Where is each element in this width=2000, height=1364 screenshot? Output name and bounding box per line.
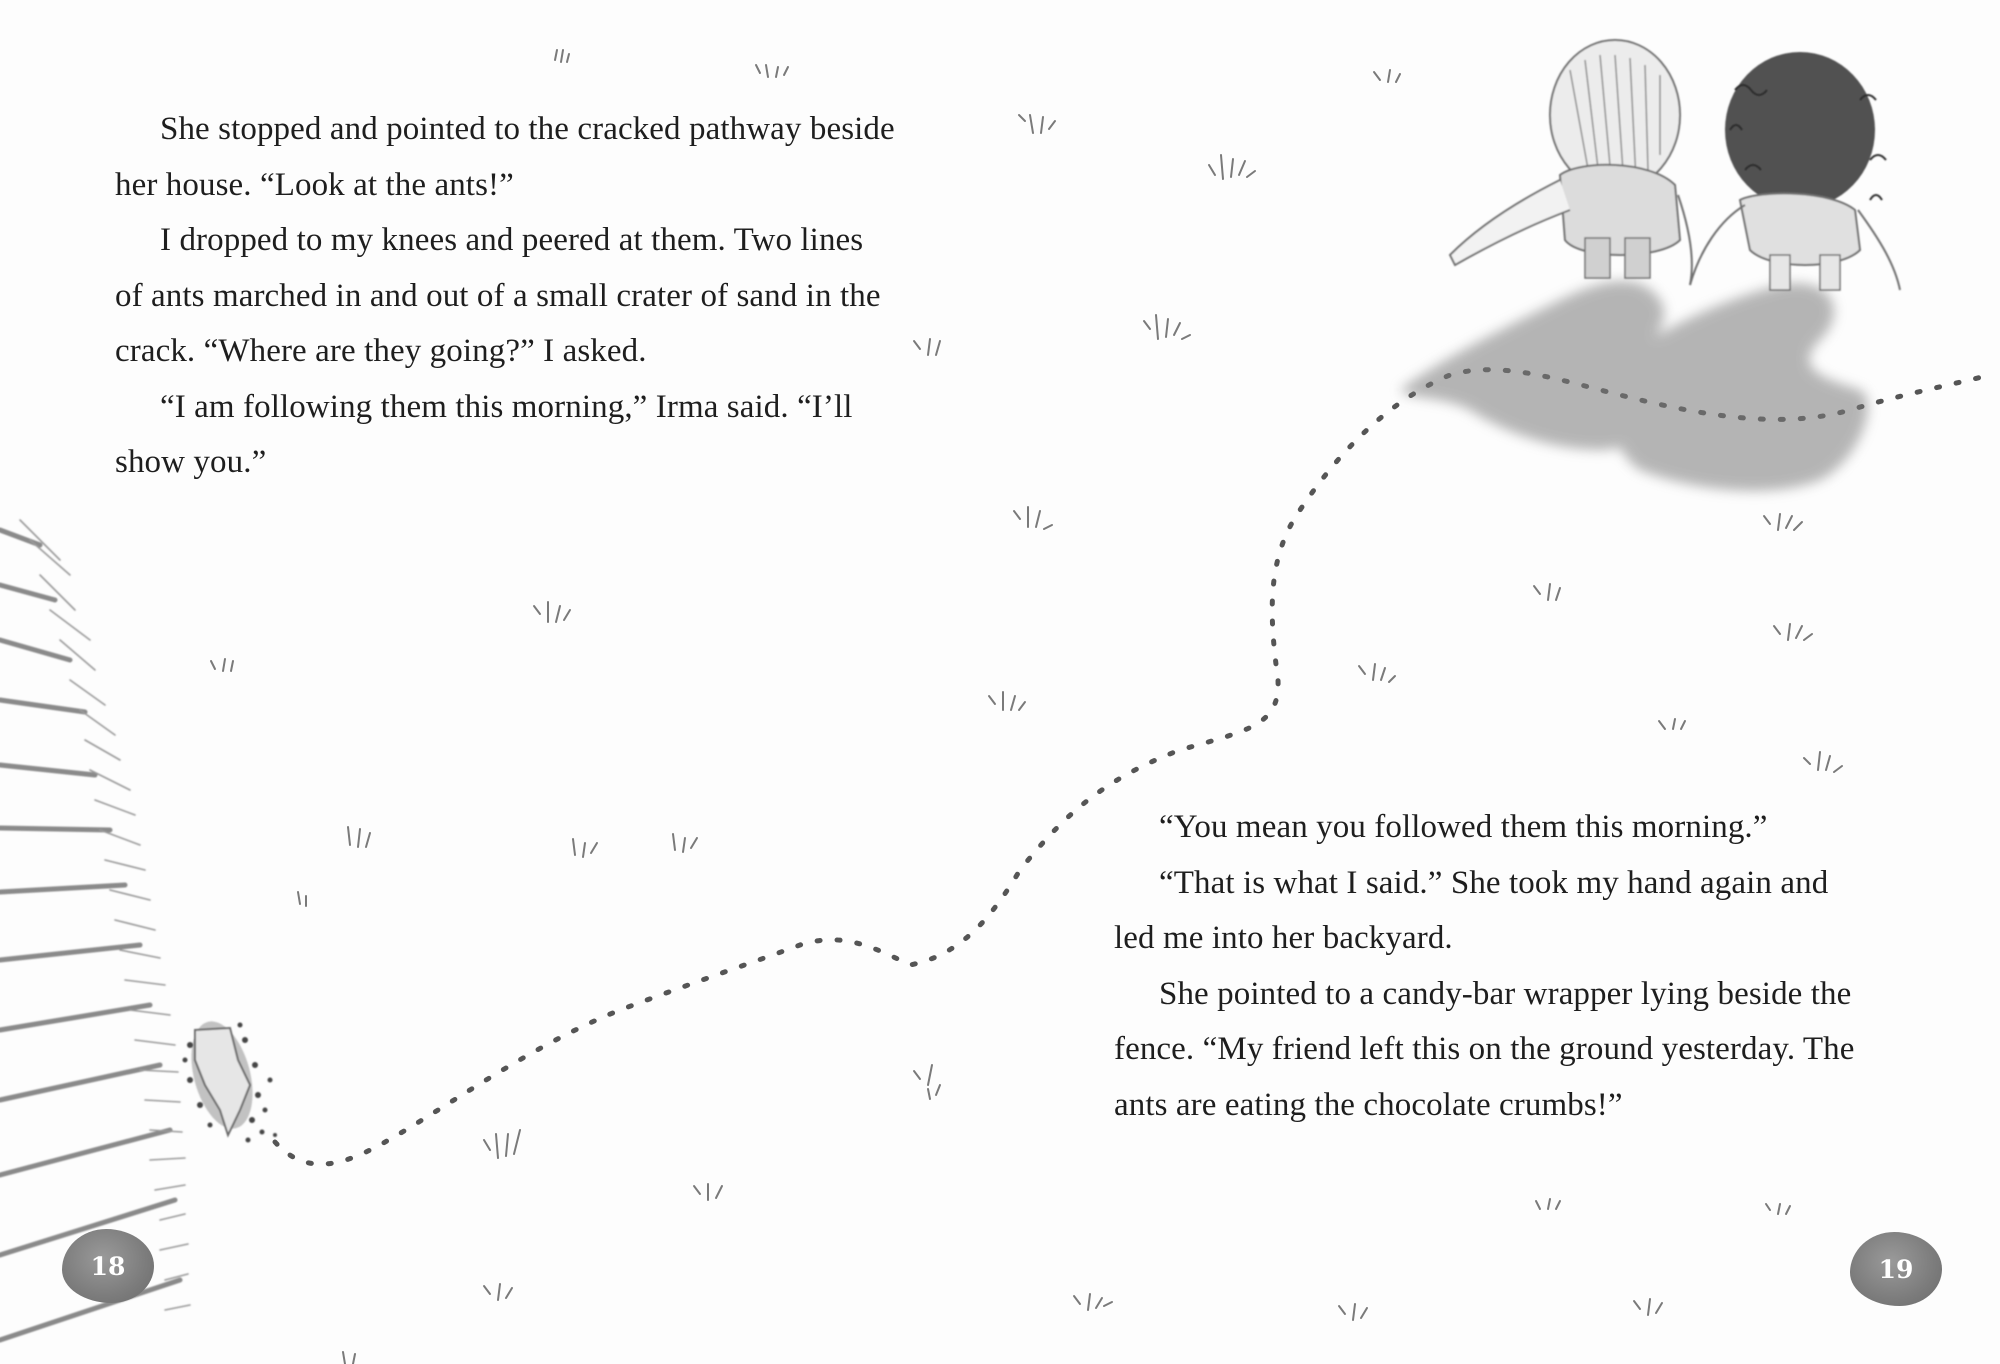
right-page-text — [1114, 800, 1874, 1133]
paragraph: She stopped and pointed to the cracked pathway beside her house. “Look at the ants!” — [115, 111, 895, 203]
paragraph: She pointed to a candy-bar wrapper lying beside the fence. “My friend left this on the ground yesterday. The ants are eating the chocolate crumbs!” — [1114, 975, 1855, 1123]
paragraph: I dropped to my knees and peered at them. Two lines of ants marched in and out of a small crater of sand in the crack. “Where are they going?” I asked. — [115, 222, 881, 369]
paragraph: “That is what I said.” She took my hand again and led me into her backyard. — [1114, 864, 1829, 956]
left-page-text — [115, 102, 895, 491]
page-number-badge-left: 18 — [62, 1229, 154, 1303]
candy-wrapper-drawing — [181, 1015, 277, 1143]
children-figures — [1450, 40, 1900, 290]
paragraph: “You mean you followed them this morning.” — [1159, 809, 1768, 845]
paragraph: “I am following them this morning,” Irma said. “I’ll show you.” — [115, 388, 853, 480]
fence-drawing — [0, 520, 190, 1340]
children-shadows — [1400, 281, 1868, 491]
page-number-badge-right: 19 — [1850, 1232, 1942, 1306]
